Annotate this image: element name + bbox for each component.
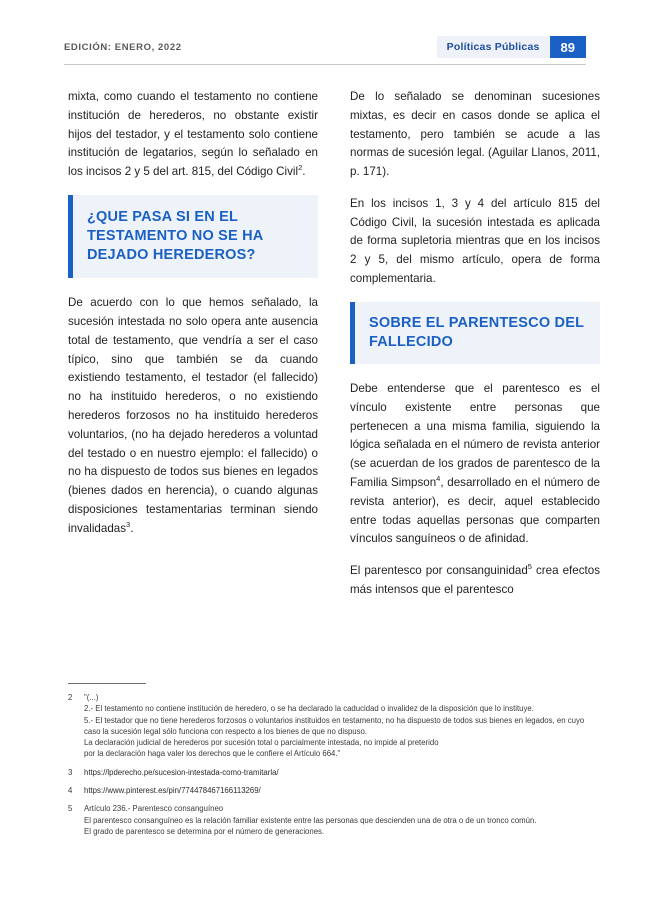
- footnote-divider: [68, 683, 146, 684]
- footnote-line: La declaración judicial de herederos por sucesión total o parcialmente intestada, no impide al preterido: [84, 738, 439, 748]
- paragraph: [350, 562, 600, 600]
- footnote-number: 4: [68, 786, 73, 796]
- footnote-body: [84, 785, 586, 796]
- footnotes-section: [68, 683, 586, 844]
- section-heading: ¿QUE PASA SI EN EL TESTAMENTO NO SE HA DEJADO HEREDEROS?: [87, 208, 263, 264]
- footnote-line: El parentesco consanguíneo es la relación familiar existente entre las personas que descienden una de otra o de un tronco común.: [84, 815, 537, 825]
- footnote-item: [68, 803, 586, 837]
- footnote-number: 2: [68, 693, 73, 702]
- paragraph: [68, 88, 318, 182]
- footnote-line: "(...): [84, 693, 99, 702]
- paragraph: [350, 380, 600, 549]
- footnote-link[interactable]: https://lpderecho.pe/sucesion-intestada-como-tramitarla/: [84, 767, 279, 777]
- footnote-body: [84, 767, 586, 778]
- paragraph-text: mixta, como cuando el testamento no contiene institución de herederos, no obstante existir hijos del testador, y el testamento solo contiene institución de legatarios, según lo señalado en los incisos 2 y 5 del art. 815, del Código Civil: [68, 90, 318, 179]
- section-tag-label: Políticas Públicas: [437, 36, 550, 58]
- edition-label: EDICIÓN: ENERO, 2022: [64, 42, 182, 53]
- heading-box-parentesco: [350, 302, 600, 364]
- footnote-ref-4: 4: [436, 474, 441, 484]
- page-header: [0, 34, 650, 68]
- footnote-number: 3: [68, 767, 73, 777]
- footnote-line: El grado de parentesco se determina por el número de generaciones.: [84, 826, 325, 836]
- footnote-ref-5: 5: [527, 562, 532, 572]
- paragraph-text-end: crea efectos más intensos que el parentesco: [350, 564, 600, 596]
- paragraph-text-end: .: [302, 165, 306, 179]
- footnote-line: Artículo 236.- Parentesco consanguíneo: [84, 804, 224, 814]
- header-divider: [64, 64, 586, 65]
- footnote-link[interactable]: https://www.pinterest.es/pin/774478467166113269/: [84, 786, 261, 796]
- page-number: 89: [550, 36, 586, 58]
- paragraph: [68, 294, 318, 538]
- right-column: [350, 88, 600, 613]
- section-heading: SOBRE EL PARENTESCO DEL FALLECIDO: [369, 314, 584, 350]
- paragraph-text: El parentesco por consanguinidad: [350, 564, 528, 578]
- section-tag: [437, 36, 586, 58]
- footnote-item: [68, 785, 586, 796]
- paragraph-text: De acuerdo con lo que hemos señalado, la sucesión intestada no solo opera ante ausencia total de testamento, que vendría a ser el caso típico, sino que también se da cuando existiendo testamento, el testador (el fallecido) no ha instituido herederos, o no existiendo herederos forzosos no ha instituido herederos voluntarios, (no ha dejado herederos a voluntad del testado o en nuestro ejemplo: el fallecido) o no ha dispuesto de todos sus bienes en legados (bienes dados en herencia), o cuando algunas disposiciones testamentarias terminan siendo invalidadas: [68, 296, 318, 535]
- footnote-ref-3: 3: [126, 519, 131, 529]
- footnote-item: [68, 767, 586, 778]
- paragraph-text: Debe entenderse que el parentesco es el vínculo existente entre personas que pertenecen a una misma familia, siguiendo la lógica señalada en el número de revista anterior (se acuerdan de los grados de parentesco de la Familia Simpson: [350, 382, 600, 489]
- footnote-body: [84, 803, 586, 837]
- paragraph: En los incisos 1, 3 y 4 del artículo 815 del Código Civil, la sucesión intestada es aplicada de forma supletoria mientras que en los incisos 2 y 5, del mismo artículo, opera de forma complementaria.: [350, 196, 600, 286]
- left-column: [68, 88, 318, 551]
- footnote-line: por la declaración haga valer los derechos que le confiere el Artículo 664.": [84, 749, 341, 759]
- footnote-body: [84, 692, 586, 760]
- paragraph-text-end: .: [130, 521, 134, 535]
- footnote-number: 5: [68, 804, 73, 814]
- heading-box-question: [68, 195, 318, 278]
- paragraph-text-end: , desarrollado en el número de revista anterior), es decir, aquel establecido entre todas aquellas personas que comparten vínculos sanguíneos o de afinidad.: [350, 475, 600, 546]
- footnote-ref-2: 2: [298, 163, 303, 173]
- footnote-item: [68, 692, 586, 760]
- paragraph: De lo señalado se denominan sucesiones mixtas, es decir en casos donde se aplica el testamento, pero también se acude a las normas de sucesión legal. (Aguilar Llanos, 2011, p. 171).: [350, 90, 600, 179]
- footnote-line: 5.- El testador que no tiene herederos forzosos o voluntarios instituidos en testamento, no ha dispuesto de todos sus bienes en legados, en cuyo caso la sucesión legal sólo funciona con respecto a los bienes de que no dispuso.: [84, 715, 585, 736]
- footnote-line: 2.- El testamento no contiene institución de heredero, o se ha declarado la caducidad o invalidez de la disposición que lo instituye.: [84, 704, 534, 714]
